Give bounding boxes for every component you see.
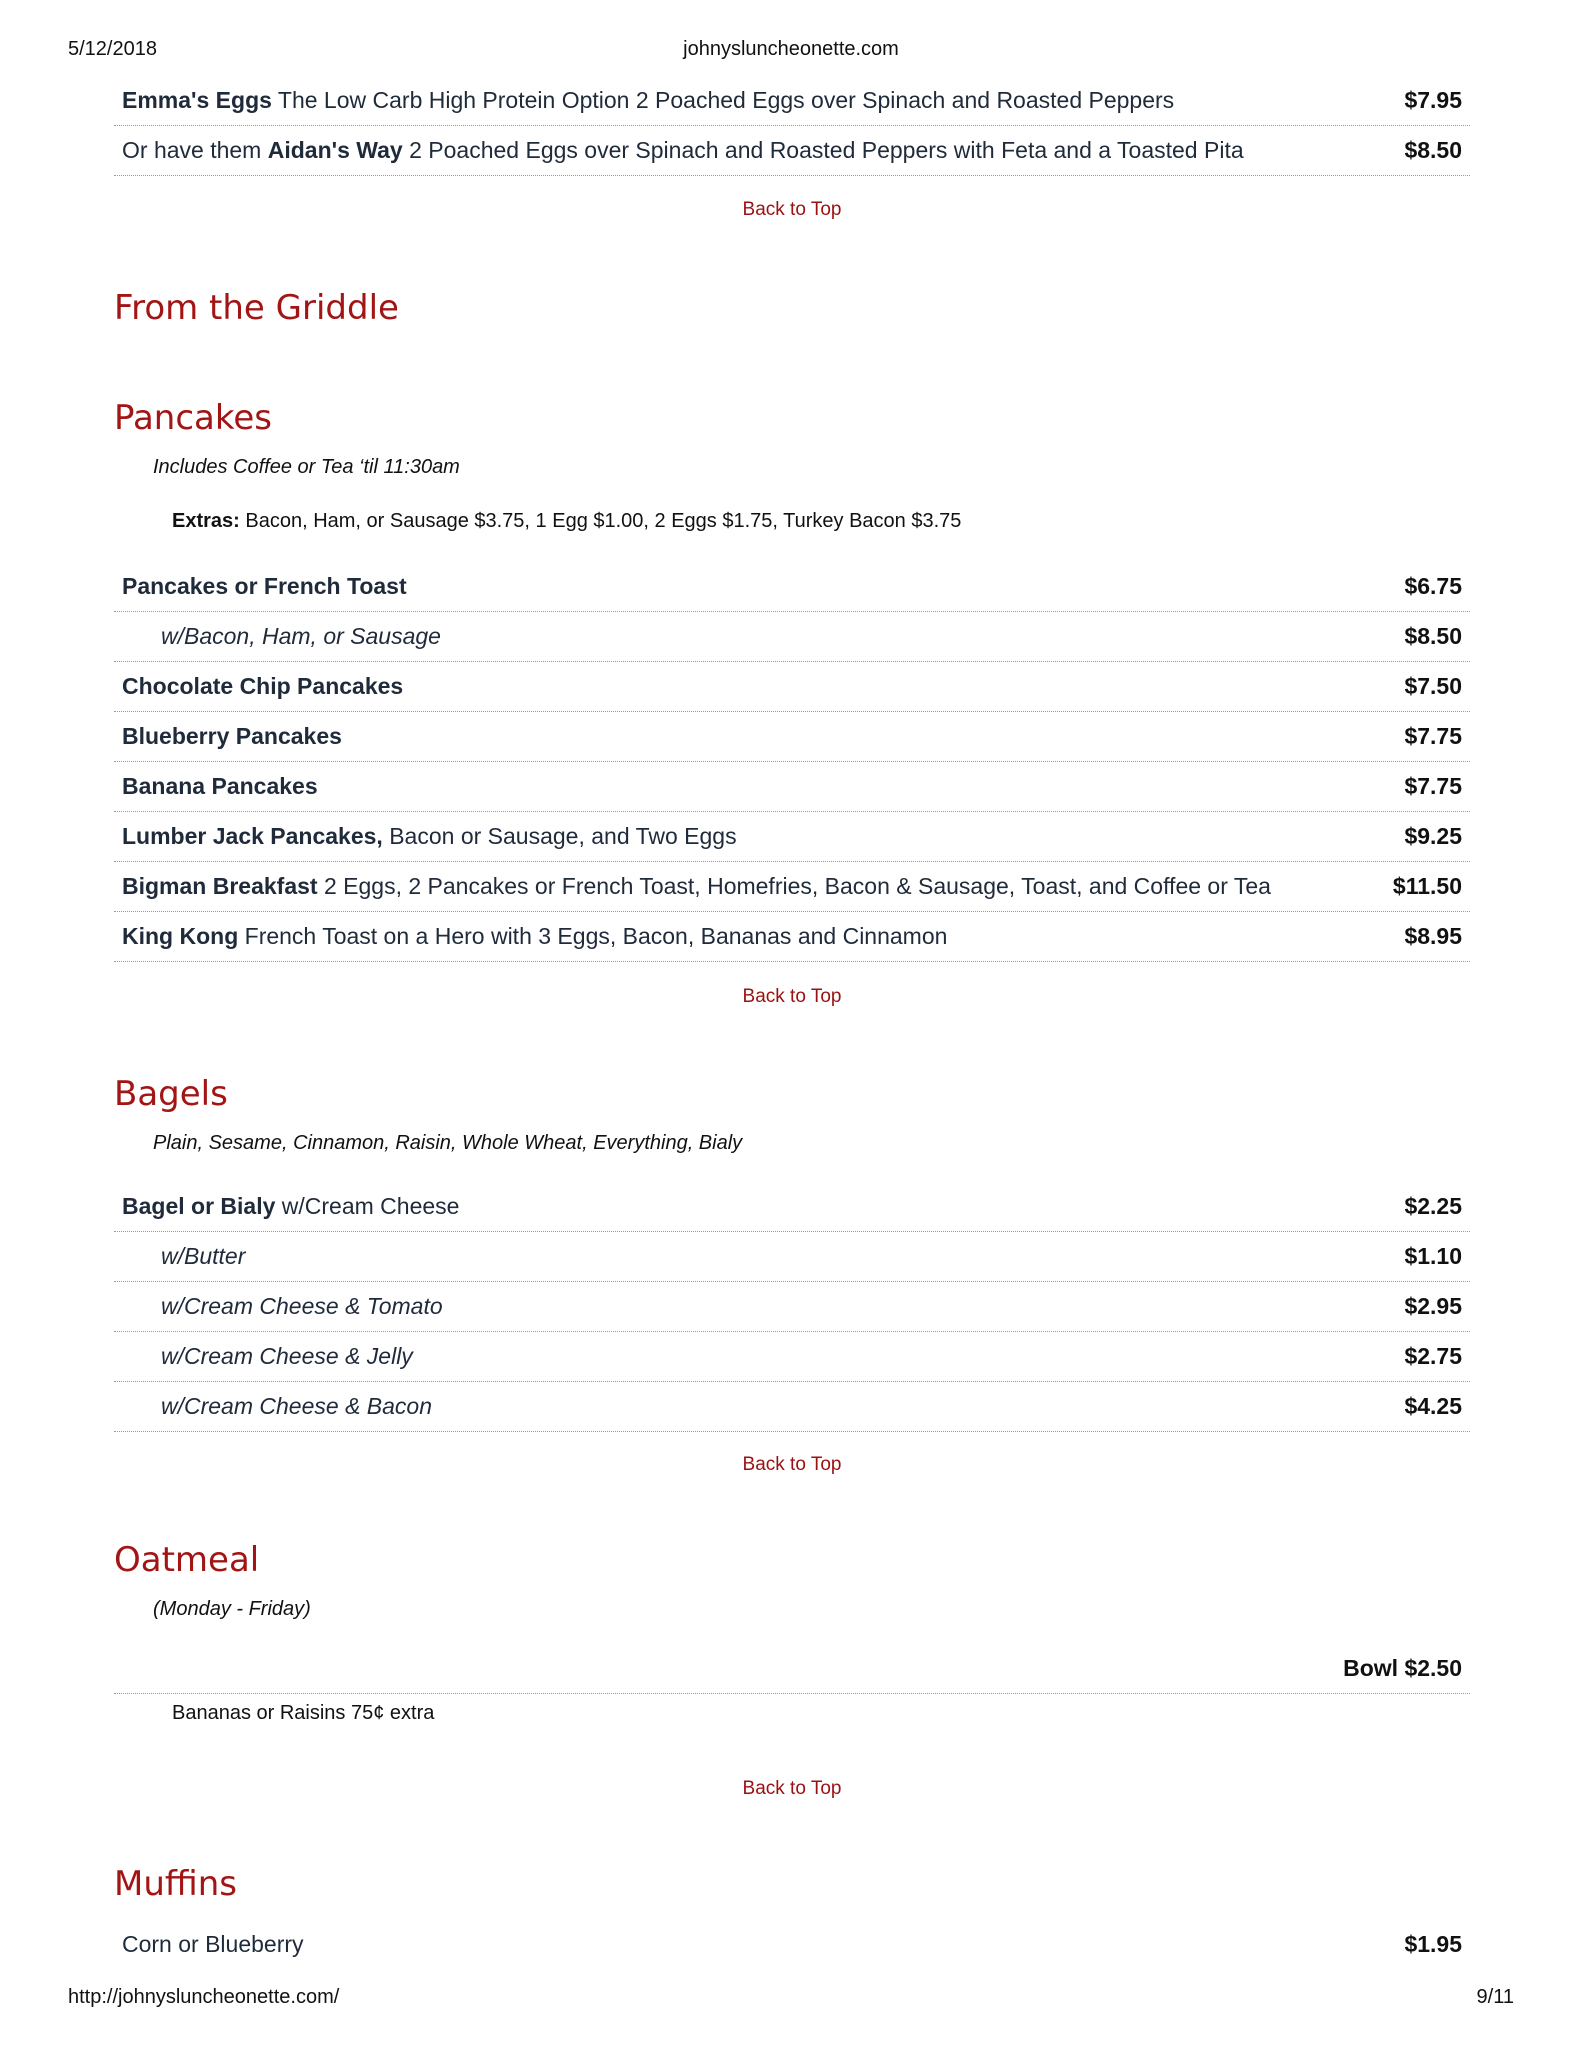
item-name: Or have them Aidan's Way 2 Poached Eggs over Spinach and Roasted Peppers with Feta and a Toasted Pita: [122, 137, 1244, 163]
item-variant: w/Butter: [161, 1243, 246, 1269]
menu-row: [114, 1920, 1470, 1970]
menu-row: [114, 762, 1470, 812]
item-variant: w/Cream Cheese & Tomato: [161, 1293, 443, 1319]
item-name: Bagel or Bialy w/Cream Cheese: [122, 1193, 460, 1219]
section-title-oatmeal: Oatmeal: [114, 1540, 260, 1580]
back-to-top-link[interactable]: Back to Top: [742, 1454, 842, 1475]
oatmeal-extra: Bananas or Raisins 75¢ extra: [172, 1702, 435, 1724]
section-title-pancakes: Pancakes: [114, 398, 272, 438]
print-site: johnysluncheonette.com: [683, 38, 899, 60]
menu-row: [114, 862, 1470, 912]
back-to-top-link[interactable]: Back to Top: [742, 199, 842, 220]
menu-row: [114, 1232, 1470, 1282]
item-price: $8.95: [1404, 923, 1462, 949]
item-price: $2.75: [1404, 1343, 1462, 1369]
print-url: http://johnysluncheonette.com/: [68, 1986, 340, 2008]
section-title-muffins: Muffins: [114, 1864, 238, 1904]
back-to-top-link[interactable]: Back to Top: [742, 1778, 842, 1799]
menu-row: [114, 1332, 1470, 1382]
back-to-top-link[interactable]: Back to Top: [742, 986, 842, 1007]
item-price: $2.25: [1404, 1193, 1462, 1219]
item-price: $1.10: [1404, 1243, 1462, 1269]
item-name: Banana Pancakes: [122, 773, 318, 799]
item-price: $11.50: [1392, 873, 1462, 899]
item-name: King Kong French Toast on a Hero with 3 Eggs, Bacon, Bananas and Cinnamon: [122, 923, 948, 949]
pancakes-extras: Extras: Bacon, Ham, or Sausage $3.75, 1 Egg $1.00, 2 Eggs $1.75, Turkey Bacon $3.75: [172, 510, 962, 532]
item-name: Bigman Breakfast 2 Eggs, 2 Pancakes or French Toast, Homefries, Bacon & Sausage, Toast, and Coffee or Tea: [122, 873, 1271, 899]
bagels-note: Plain, Sesame, Cinnamon, Raisin, Whole Wheat, Everything, Bialy: [153, 1132, 743, 1154]
item-variant: w/Bacon, Ham, or Sausage: [161, 623, 441, 649]
item-price: $4.25: [1404, 1393, 1462, 1419]
item-price: $6.75: [1404, 573, 1462, 599]
item-price: $2.95: [1404, 1293, 1462, 1319]
item-price: $7.75: [1404, 723, 1462, 749]
menu-row: [114, 562, 1470, 612]
section-title-bagels: Bagels: [114, 1074, 228, 1114]
menu-row: [114, 1282, 1470, 1332]
pancakes-note: Includes Coffee or Tea ‘til 11:30am: [153, 456, 460, 478]
menu-row: [114, 712, 1470, 762]
item-name: Lumber Jack Pancakes, Bacon or Sausage, and Two Eggs: [122, 823, 737, 849]
menu-row: [114, 1182, 1470, 1232]
item-name: Corn or Blueberry: [122, 1931, 304, 1957]
item-variant: w/Cream Cheese & Bacon: [161, 1393, 433, 1419]
item-price: $7.75: [1404, 773, 1462, 799]
item-name: Emma's Eggs The Low Carb High Protein Option 2 Poached Eggs over Spinach and Roasted Peppers: [122, 87, 1175, 113]
section-title-griddle: From the Griddle: [114, 288, 399, 328]
menu-row: [114, 126, 1470, 176]
item-price: $1.95: [1404, 1931, 1462, 1957]
menu-row: [114, 812, 1470, 862]
item-variant: w/Cream Cheese & Jelly: [161, 1343, 413, 1369]
item-price: $7.50: [1404, 673, 1462, 699]
menu-row: [114, 612, 1470, 662]
item-price: $8.50: [1404, 137, 1462, 163]
item-price: Bowl $2.50: [1343, 1655, 1462, 1681]
item-name: Pancakes or French Toast: [122, 573, 407, 599]
menu-row: [114, 1382, 1470, 1432]
oatmeal-note: (Monday - Friday): [153, 1598, 311, 1620]
item-name: Chocolate Chip Pancakes: [122, 673, 404, 699]
menu-row: [114, 912, 1470, 962]
item-price: $8.50: [1404, 623, 1462, 649]
item-price: $7.95: [1404, 87, 1462, 113]
page-number: 9/11: [1476, 1986, 1514, 2008]
menu-row: [114, 662, 1470, 712]
menu-row: [114, 1644, 1470, 1694]
menu-row: [114, 76, 1470, 126]
print-date: 5/12/2018: [68, 38, 157, 60]
item-name: Blueberry Pancakes: [122, 723, 342, 749]
item-price: $9.25: [1404, 823, 1462, 849]
